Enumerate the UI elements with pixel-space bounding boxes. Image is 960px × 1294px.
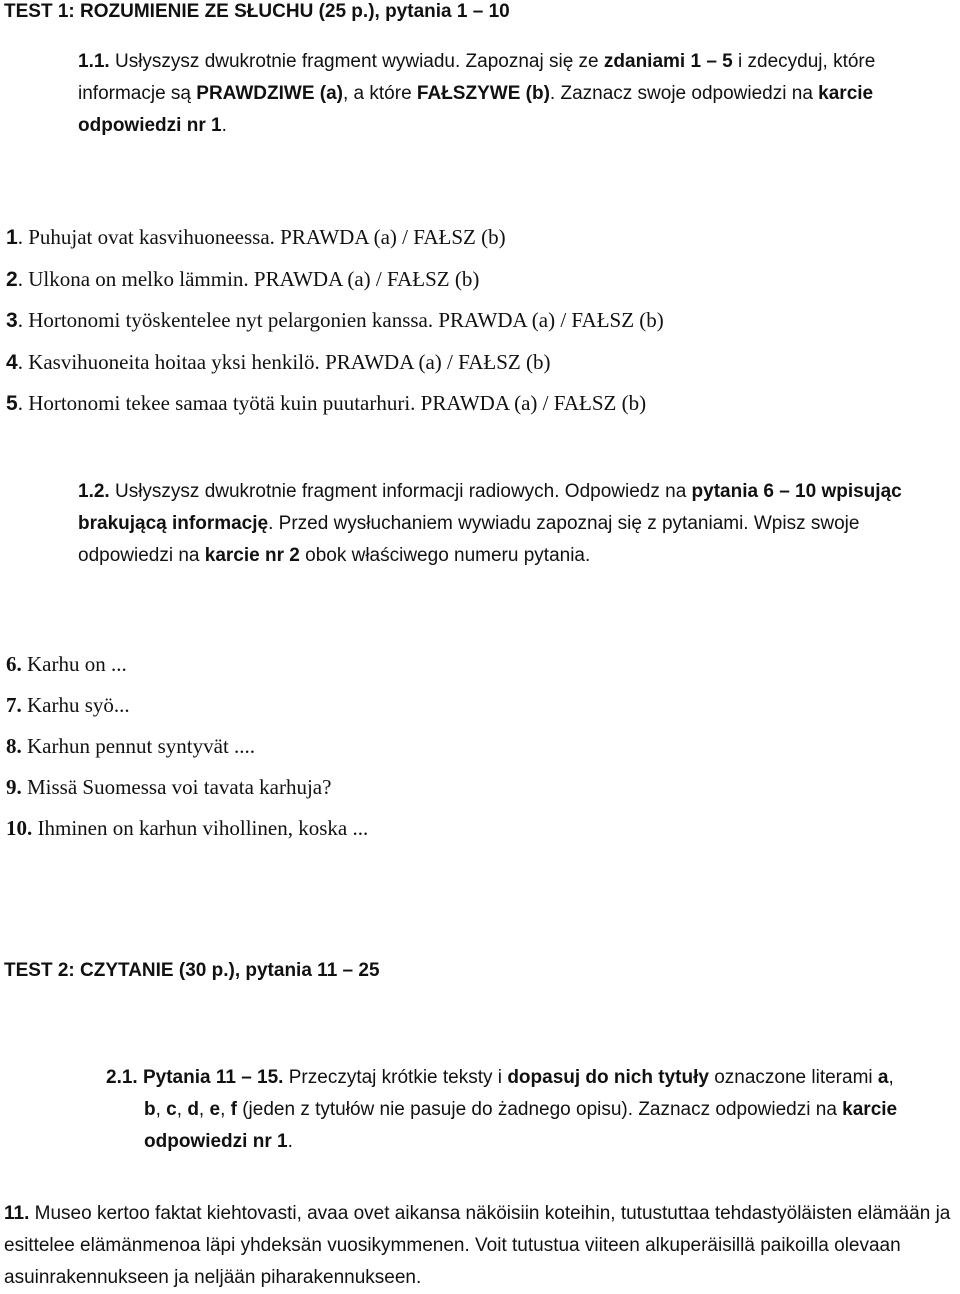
instruction-text: . [287,1131,293,1152]
question-item [6,383,664,425]
question-item [6,767,368,808]
question-text: Karhun pennut syntyvät .... [21,734,256,758]
instruction-text: , [155,1099,167,1120]
questions-6-10 [6,644,368,849]
question-number: 7. [6,693,22,717]
question-number: 6. [6,652,22,676]
questions-1-5 [6,217,664,425]
instruction-emphasis: b [144,1099,156,1120]
instruction-emphasis: zdaniami 1 – 5 [603,51,733,72]
instruction-emphasis: f [230,1099,237,1120]
instruction-emphasis: PRAWDZIWE (a) [196,83,343,104]
instruction-emphasis: c [166,1099,177,1120]
question-number: 3 [6,309,18,332]
instruction-text: (jeden z tytułów nie pasuje do żadnego opisu). Zaznacz odpowiedzi na [236,1099,843,1120]
instruction-text: . Zaznacz swoje odpowiedzi na [549,83,819,104]
question-item [6,300,664,342]
question-text: . Ulkona on melko lämmin. [17,266,254,291]
instruction-text: obok właściwego numeru pytania. [299,545,591,566]
question-item [6,726,368,767]
section-number: 2.1. Pytania 11 – 15. [106,1067,284,1088]
instruction-text: , [888,1067,894,1088]
instruction-continuation [106,1094,958,1158]
question-number: 5 [6,392,18,415]
instruction-emphasis: karcie nr 2 [204,545,300,566]
question-number: 9. [6,775,22,799]
true-false-options: PRAWDA (a) / FAŁSZ (b) [438,308,664,332]
instruction-text: . [221,115,227,136]
instruction-text: . Przed wysłuchaniem wywiadu zapoznaj się z pytaniami. Wpisz swoje odpowiedzi na [78,513,860,566]
true-false-options: PRAWDA (a) / FAŁSZ (b) [280,225,506,249]
question-text: . Kasvihuoneita hoitaa yksi henkilö. [17,349,326,374]
question-item [6,644,368,685]
instruction-text: Usłyszysz dwukrotnie fragment wywiadu. Zapoznaj się ze [114,51,604,72]
question-text: Karhu on ... [21,652,127,676]
question-number: 8. [6,734,22,758]
instruction-text: Przeczytaj krótkie teksty i [283,1067,508,1088]
question-item [6,685,368,726]
instruction-emphasis: d [187,1099,199,1120]
instruction-1-1 [78,46,958,142]
instruction-emphasis: karcie odpowiedzi nr 1 [144,1099,898,1152]
instruction-1-2 [78,476,958,572]
question-item [6,259,664,301]
instruction-text: oznaczone literami [708,1067,878,1088]
instruction-text: i zdecyduj, które informacje są [78,51,876,104]
question-number: 11. [4,1203,30,1224]
section-number: 1.1. [78,51,115,72]
question-text: . Hortonomi työskentelee nyt pelargonien kanssa. [17,308,439,332]
question-number: 2 [6,267,18,291]
question-number: 1 [6,226,18,249]
question-text: Missä Suomessa voi tavata karhuja? [21,775,332,799]
instruction-text: , [220,1099,231,1120]
reading-text-11 [4,1198,958,1294]
test1-heading: TEST 1: ROZUMIENIE ZE SŁUCHU (25 p.), pytania 1 – 10 [4,1,510,22]
instruction-text: Usłyszysz dwukrotnie fragment informacji radiowych. Odpowiedz na [114,481,692,502]
instruction-text: , a które [343,83,417,104]
question-text: Ihminen on karhun vihollinen, koska ... [32,816,369,840]
reading-text: Museo kertoo faktat kiehtovasti, avaa ovet aikansa näköisiin koteihin, tutustuttaa tehdastyöläisten elämään ja esittelee elämänmenoa läpi yhdeksän vuosikymmenen. Voit tutustua viiteen alkuperäisillä paikoilla olevaan asuinrakennukseen ja neljään piharakennukseen. [4,1203,951,1288]
question-text: Karhu syö... [21,693,130,717]
true-false-options: PRAWDA (a) / FAŁSZ (b) [420,391,647,415]
instruction-emphasis: FAŁSZYWE (b) [416,83,550,104]
question-number: 4 [6,350,18,374]
instruction-emphasis: e [209,1099,221,1120]
instruction-emphasis: karcie odpowiedzi nr 1 [78,83,874,136]
instruction-2-1 [106,1062,958,1158]
instruction-emphasis: pytania 6 – 10 wpisując brakującą informację [78,481,902,534]
instruction-emphasis: dopasuj do nich tytuły [507,1067,709,1088]
question-number: 10. [6,816,33,840]
question-item [6,342,664,384]
instruction-text: , [198,1099,210,1120]
question-text: . Puhujat ovat kasvihuoneessa. [17,225,281,249]
question-item [6,217,664,259]
test2-heading: TEST 2: CZYTANIE (30 p.), pytania 11 – 25 [4,960,380,981]
question-item [6,808,368,849]
true-false-options: PRAWDA (a) / FAŁSZ (b) [325,349,551,374]
instruction-text: , [176,1099,188,1120]
section-number: 1.2. [78,481,115,502]
question-text: . Hortonomi tekee samaa työtä kuin puutarhuri. [17,391,421,415]
instruction-emphasis: a [877,1067,889,1088]
true-false-options: PRAWDA (a) / FAŁSZ (b) [253,266,480,291]
